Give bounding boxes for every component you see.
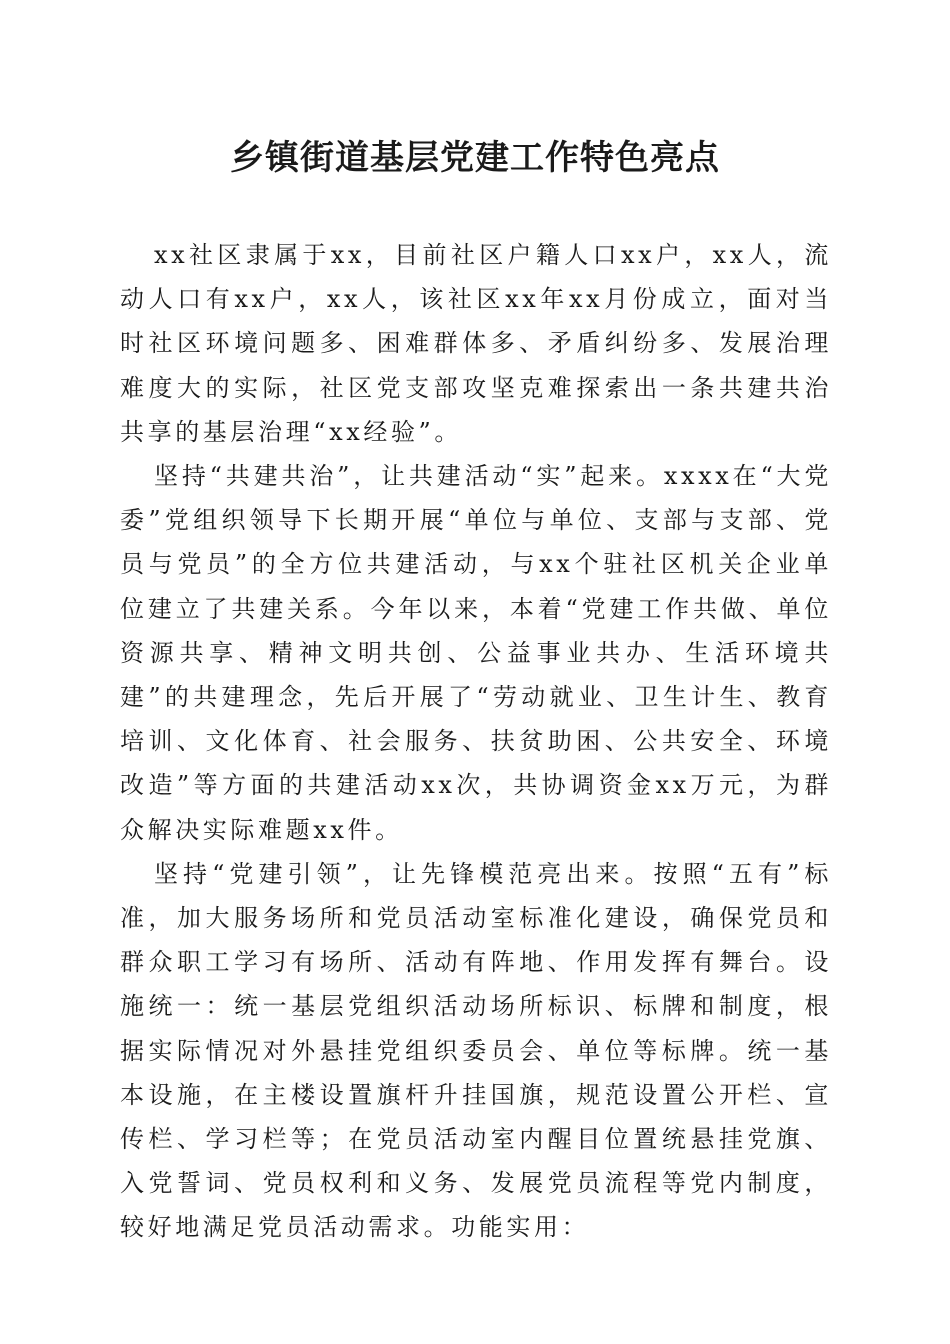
paragraph-community-overview: xx社区隶属于xx，目前社区户籍人口xx户，xx人，流动人口有xx户，xx人，该社区xx年xx月份成立，面对当时社区环境问题多、困难群体多、矛盾纠纷多、发展治理难度大的实际，社区党支部攻坚克难探索出一条共建共治共享的基层治理“xx经验”。: [120, 241, 832, 446]
paragraph-party-leadership: 坚持“党建引领”，让先锋模范亮出来。按照“五有”标准，加大服务场所和党员活动室标准化建设，确保党员和群众职工学习有场所、活动有阵地、作用发挥有舞台。设施统一：统一基层党组织活动场所标识、标牌和制度，根据实际情况对外悬挂党组织委员会、单位等标牌。统一基本设施，在主楼设置旗杆升挂国旗，规范设置公开栏、宣传栏、学习栏等；在党员活动室内醒目位置统悬挂党旗、入党誓词、党员权利和义务、发展党员流程等党内制度，较好地满足党员活动需求。功能实用：: [120, 859, 832, 1242]
document-title: 乡镇街道基层党建工作特色亮点: [230, 138, 720, 178]
document-body: [120, 233, 832, 1250]
paragraph-co-construction: 坚持“共建共治”，让共建活动“实”起来。xxxx在“大党委”党组织领导下长期开展“单位与单位、支部与支部、党员与党员”的全方位共建活动，与xx个驻社区机关企业单位建立了共建关系。今年以来，本着“党建工作共做、单位资源共享、精神文明共创、公益事业共办、生活环境共建”的共建理念，先后开展了“劳动就业、卫生计生、教育培训、文化体育、社会服务、扶贫助困、公共安全、环境改造”等方面的共建活动xx次，共协调资金xx万元，为群众解决实际难题xx件。: [120, 462, 832, 844]
